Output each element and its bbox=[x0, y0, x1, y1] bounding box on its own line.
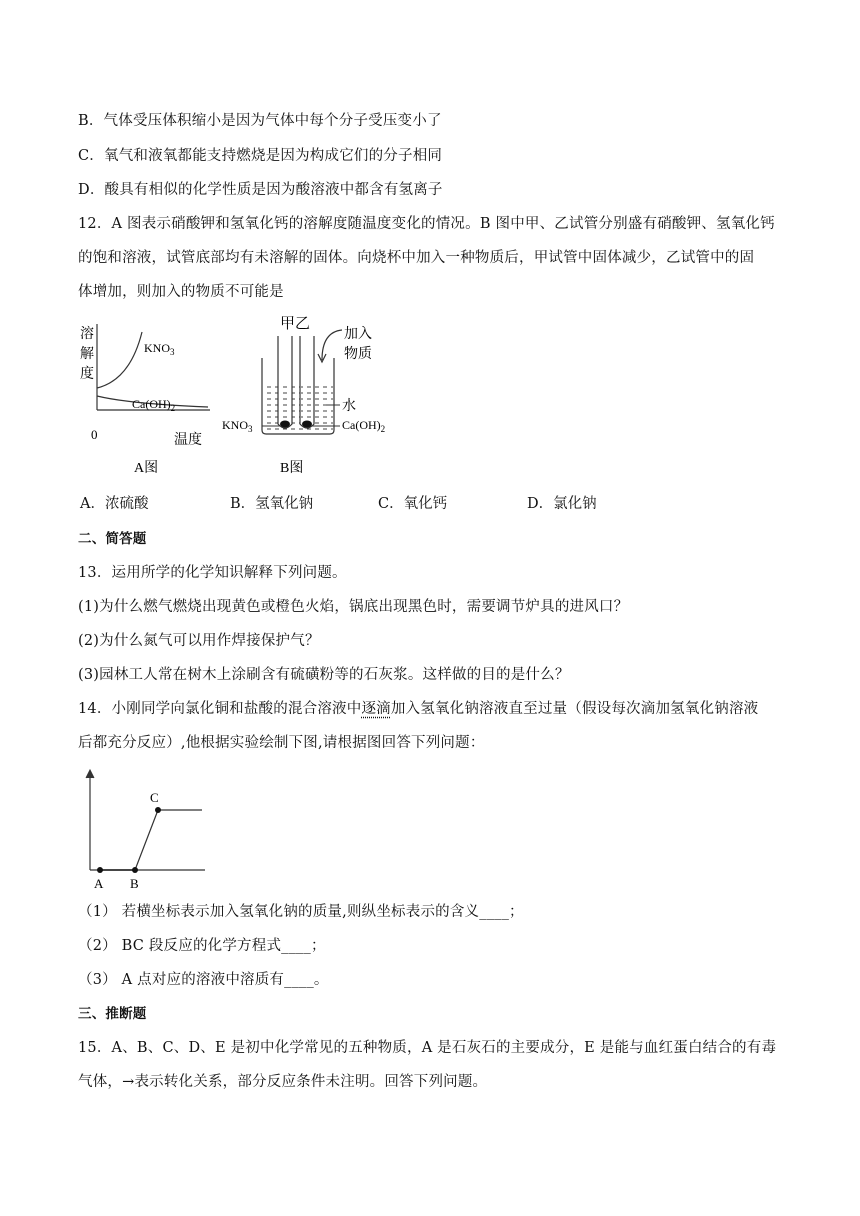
kno3-tube-label: $KNO_3$ bbox=[222, 418, 253, 434]
q12-option-d: D．氯化钠 bbox=[527, 496, 597, 512]
add-label-1: 加入 bbox=[344, 327, 372, 342]
q12-stem-line2: 的饱和溶液，试管底部均有未溶解的固体。向烧杯中加入一种物质后，甲试管中固体减少，乙试管中的固 bbox=[78, 250, 755, 266]
section-heading-inference: 三、推断题 bbox=[78, 1006, 147, 1022]
q14-part3: （3） A 点对应的溶液中溶质有____。 bbox=[78, 972, 329, 988]
q15-stem-line1: 15．A、B、C、D、E 是初中化学常见的五种物质，A 是石灰石的主要成分，E 是能与血红蛋白结合的有毒 bbox=[78, 1040, 777, 1056]
kno3-label: $KNO_3$ bbox=[144, 341, 175, 357]
label-c: C bbox=[150, 790, 159, 805]
figure-b-caption: B图 bbox=[280, 461, 304, 476]
tube-labels: 甲乙 bbox=[280, 316, 311, 332]
q12-stem-line1: 12．A 图表示硝酸钾和氢氧化钙的溶解度随温度变化的情况。B 图中甲、乙试管分别盛有硝酸钾、氢氧化钙 bbox=[78, 216, 775, 232]
q12-option-b: B．氢氧化钠 bbox=[230, 496, 314, 512]
reaction-graph bbox=[80, 766, 210, 892]
y-label-1: 溶 bbox=[80, 327, 94, 342]
label-a: A bbox=[94, 876, 104, 891]
q14-stem-line1: 14．小刚同学向氯化铜和盐酸的混合溶液中逐滴加入氢氧化钠溶液直至过量（假设每次滴加氢氧化钠溶液 bbox=[78, 701, 759, 717]
solubility-graph-a bbox=[70, 318, 220, 478]
q13-part1: (1)为什么燃气燃烧出现黄色或橙色火焰，锅底出现黑色时，需要调节炉具的进风口？ bbox=[78, 599, 629, 615]
caoh2-tube-label: $Ca(OH)_2$ bbox=[342, 418, 386, 434]
beaker-figure-b bbox=[218, 312, 398, 478]
q12-option-a: A．浓硫酸 bbox=[80, 496, 149, 512]
q11-option-c: C．氧气和液氧都能支持燃烧是因为构成它们的分子相同 bbox=[78, 148, 443, 164]
x-label: 温度 bbox=[174, 433, 202, 448]
caoh2-label: $Ca(OH)_2$ bbox=[132, 397, 176, 413]
q11-option-d: D．酸具有相似的化学性质是因为酸溶液中都含有氢离子 bbox=[78, 182, 443, 198]
q12-stem-line3: 体增加，则加入的物质不可能是 bbox=[78, 284, 284, 300]
q14-part1: （1） 若横坐标表示加入氢氧化钠的质量,则纵坐标表示的含义____； bbox=[78, 904, 524, 920]
q13-part2: (2)为什么氮气可以用作焊接保护气？ bbox=[78, 633, 320, 649]
y-label-2: 解 bbox=[80, 347, 94, 362]
point-b bbox=[132, 867, 138, 873]
q15-stem-line2: 气体，→表示转化关系，部分反应条件未注明。回答下列问题。 bbox=[78, 1074, 488, 1090]
origin-label: 0 bbox=[91, 427, 98, 442]
figure-a-caption: A图 bbox=[134, 461, 159, 476]
water-label: 水 bbox=[342, 399, 356, 414]
q14-stem-line2: 后都充分反应）,他根据实验绘制下图,请根据图回答下列问题： bbox=[78, 735, 485, 751]
kno3-curve bbox=[97, 332, 142, 388]
q13-stem: 13．运用所学的化学知识解释下列问题。 bbox=[78, 565, 347, 581]
add-label-2: 物质 bbox=[344, 347, 372, 362]
q12-option-c: C．氧化钙 bbox=[378, 496, 448, 512]
q13-part3: (3)园林工人常在树木上涂刷含有硫磺粉等的石灰浆。这样做的目的是什么？ bbox=[78, 667, 570, 683]
point-a bbox=[97, 867, 103, 873]
q14-part2: （2） BC 段反应的化学方程式____； bbox=[78, 938, 326, 954]
emphasis-dots: 逐滴 bbox=[361, 701, 391, 717]
point-c bbox=[155, 807, 161, 813]
y-label-3: 度 bbox=[80, 367, 94, 382]
q11-option-b: B．气体受压体积缩小是因为气体中每个分子受压变小了 bbox=[78, 113, 442, 129]
label-b: B bbox=[130, 876, 139, 891]
section-heading-short-answer: 二、简答题 bbox=[78, 531, 147, 547]
